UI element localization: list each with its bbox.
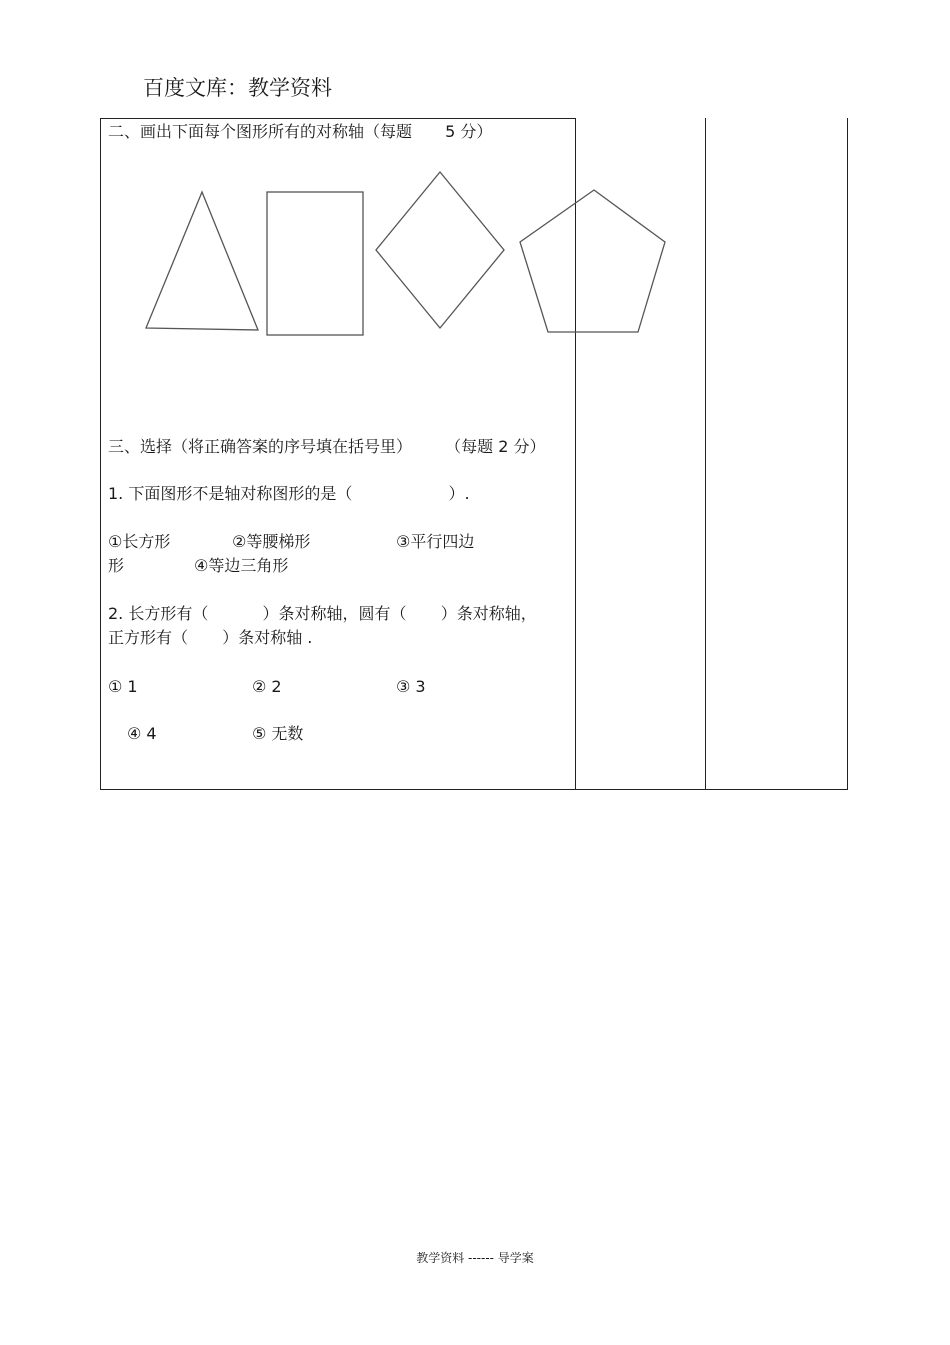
question-2-part-e: ）条对称轴 . (222, 628, 313, 647)
diamond-icon (376, 172, 504, 328)
question-1-option-3-wrap: 形 (108, 556, 125, 575)
question-2-part-a: 2. 长方形有（ (108, 604, 209, 623)
question-2-line-2 (108, 628, 312, 648)
question-2-part-c: ）条对称轴， (440, 604, 537, 623)
section2-heading-text: 二、画出下面每个图形所有的对称轴（每题 (108, 122, 413, 141)
question-1-stem-end: ）. (448, 484, 470, 503)
question-2-part-d: 正方形有（ (108, 628, 189, 647)
question-2-option-2: ② 2 (252, 677, 282, 696)
table-right-border (847, 118, 848, 790)
question-1-option-1: ①长方形 (108, 532, 171, 551)
table-bottom-border (100, 789, 848, 790)
question-1-stem-start: 1. 下面图形不是轴对称图形的是（ (108, 484, 353, 503)
section3-heading (108, 437, 545, 457)
symmetry-figures (100, 160, 680, 370)
question-1-stem (108, 484, 470, 504)
question-2-line-1 (108, 604, 537, 624)
section3-points: （每题 2 分） (445, 437, 546, 456)
page-footer: 教学资料 ------ 导学案 (416, 1251, 534, 1265)
page-title: 百度文库：教学资料 (143, 76, 332, 100)
question-2-option-4: ④ 4 (127, 724, 157, 743)
watermark-mark: ​ (267, 192, 273, 207)
section2-heading (108, 122, 492, 142)
rectangle-icon (267, 192, 363, 335)
triangle-icon (146, 192, 258, 330)
question-1-option-3: ③平行四边 (396, 532, 475, 551)
table-top-border (100, 118, 576, 119)
table-divider-2 (705, 118, 706, 790)
question-2-option-1: ① 1 (108, 677, 138, 696)
question-1-option-2: ②等腰梯形 (232, 532, 311, 551)
question-1-option-4: ④等边三角形 (194, 556, 289, 575)
pentagon-icon (520, 190, 665, 332)
section3-heading-text: 三、选择（将正确答案的序号填在括号里） (108, 437, 413, 456)
question-2-option-5: ⑤ 无数 (252, 724, 304, 743)
question-2-option-3: ③ 3 (396, 677, 426, 696)
section2-points: 5 分） (445, 122, 493, 141)
question-2-part-b: ）条对称轴，圆有（ (262, 604, 407, 623)
